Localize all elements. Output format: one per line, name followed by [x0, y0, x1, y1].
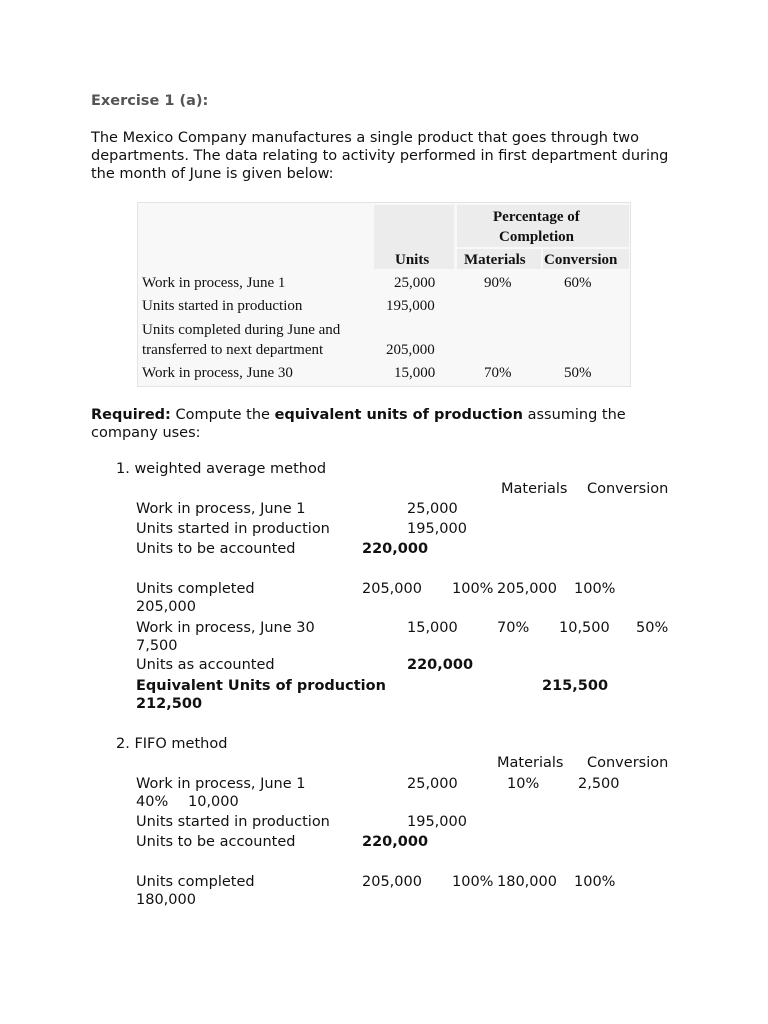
row-label: Work in process, June 30 [142, 365, 293, 381]
materials-header: Materials [464, 252, 526, 268]
col-materials: Materials [501, 481, 568, 497]
wa-eu-conversion: 212,500 [136, 696, 203, 712]
exercise-heading: Exercise 1 (a): [91, 93, 209, 109]
row-label: Work in process, June 1 [142, 275, 286, 291]
wa-wip-june30-conv-pct: 50% [636, 620, 669, 636]
fifo-started-label: Units started in production [136, 814, 330, 830]
wa-completed-conv-eu: 205,000 [136, 599, 196, 615]
pct-header-line2: Completion [499, 229, 574, 245]
wa-wip-june30-mat-pct: 70% [497, 620, 530, 636]
required-text: Compute the [175, 407, 270, 423]
wa-started-label: Units started in production [136, 521, 330, 537]
row-conversion: 50% [564, 365, 592, 381]
units-header: Units [395, 252, 430, 268]
row-label: Units completed during June and [142, 322, 341, 338]
fifo-heading: 2. FIFO method [116, 736, 228, 752]
conversion-header: Conversion [544, 252, 618, 268]
row-units: 25,000 [394, 275, 436, 291]
row-materials: 90% [484, 275, 512, 291]
row-units: 195,000 [386, 298, 435, 314]
wa-completed-units: 205,000 [362, 581, 422, 597]
required-text: assuming the [527, 407, 626, 423]
wa-completed-conv-pct: 100% [574, 581, 616, 597]
fifo-col-conversion: Conversion [587, 755, 669, 771]
row-materials: 70% [484, 365, 512, 381]
fifo-wip-june1-conv-eu: 10,000 [188, 794, 239, 810]
row-conversion: 60% [564, 275, 592, 291]
required-line2: company uses: [91, 425, 201, 441]
wa-eu-label: Equivalent Units of production [136, 678, 386, 694]
wa-wip-june30-conv-eu: 7,500 [136, 638, 178, 654]
wa-wip-june30-mat-eu: 10,500 [559, 620, 610, 636]
fifo-completed-conv-pct: 100% [574, 874, 616, 890]
wa-wip-june30-label: Work in process, June 30 [136, 620, 315, 636]
fifo-completed-label: Units completed [136, 874, 255, 890]
wa-wip-june1-label: Work in process, June 1 [136, 501, 306, 517]
wa-eu-materials: 215,500 [542, 678, 609, 694]
wa-to-account-total: 220,000 [362, 541, 429, 557]
row-label: Units started in production [142, 298, 303, 314]
wa-completed-mat-eu: 205,000 [497, 581, 557, 597]
col-conversion: Conversion [587, 481, 669, 497]
row-units: 15,000 [394, 365, 436, 381]
wa-to-account-label: Units to be accounted [136, 541, 296, 557]
fifo-to-account-label: Units to be accounted [136, 834, 296, 850]
fifo-col-materials: Materials [497, 755, 564, 771]
wa-as-accounted-total: 220,000 [407, 657, 474, 673]
fifo-to-account-total: 220,000 [362, 834, 429, 850]
wa-completed-mat-pct: 100% [452, 581, 494, 597]
fifo-started-units: 195,000 [407, 814, 467, 830]
intro-paragraph: The Mexico Company manufactures a single product that goes through two departments. The data relating to activity performed in first department during the month of June is given below: [91, 130, 669, 182]
fifo-completed-conv-eu: 180,000 [136, 892, 196, 908]
fifo-wip-june1-mat-pct: 10% [507, 776, 540, 792]
wa-wip-june1-units: 25,000 [407, 501, 458, 517]
required-label: Required: [91, 407, 171, 423]
fifo-completed-units: 205,000 [362, 874, 422, 890]
required-emphasis: equivalent units of production [274, 407, 523, 423]
wa-as-accounted-label: Units as accounted [136, 657, 275, 673]
weighted-average-heading: 1. weighted average method [116, 461, 327, 477]
wa-started-units: 195,000 [407, 521, 467, 537]
pct-header-line1: Percentage of [493, 209, 580, 225]
wa-completed-label: Units completed [136, 581, 255, 597]
fifo-wip-june1-units: 25,000 [407, 776, 458, 792]
activity-data-table [137, 202, 631, 387]
wa-wip-june30-units: 15,000 [407, 620, 458, 636]
fifo-completed-mat-eu: 180,000 [497, 874, 557, 890]
fifo-wip-june1-conv-pct: 40% [136, 794, 169, 810]
fifo-wip-june1-mat-eu: 2,500 [578, 776, 620, 792]
row-label: transferred to next department [142, 342, 324, 358]
fifo-wip-june1-label: Work in process, June 1 [136, 776, 306, 792]
fifo-completed-mat-pct: 100% [452, 874, 494, 890]
required-line1 [91, 406, 626, 424]
row-units: 205,000 [386, 342, 435, 358]
